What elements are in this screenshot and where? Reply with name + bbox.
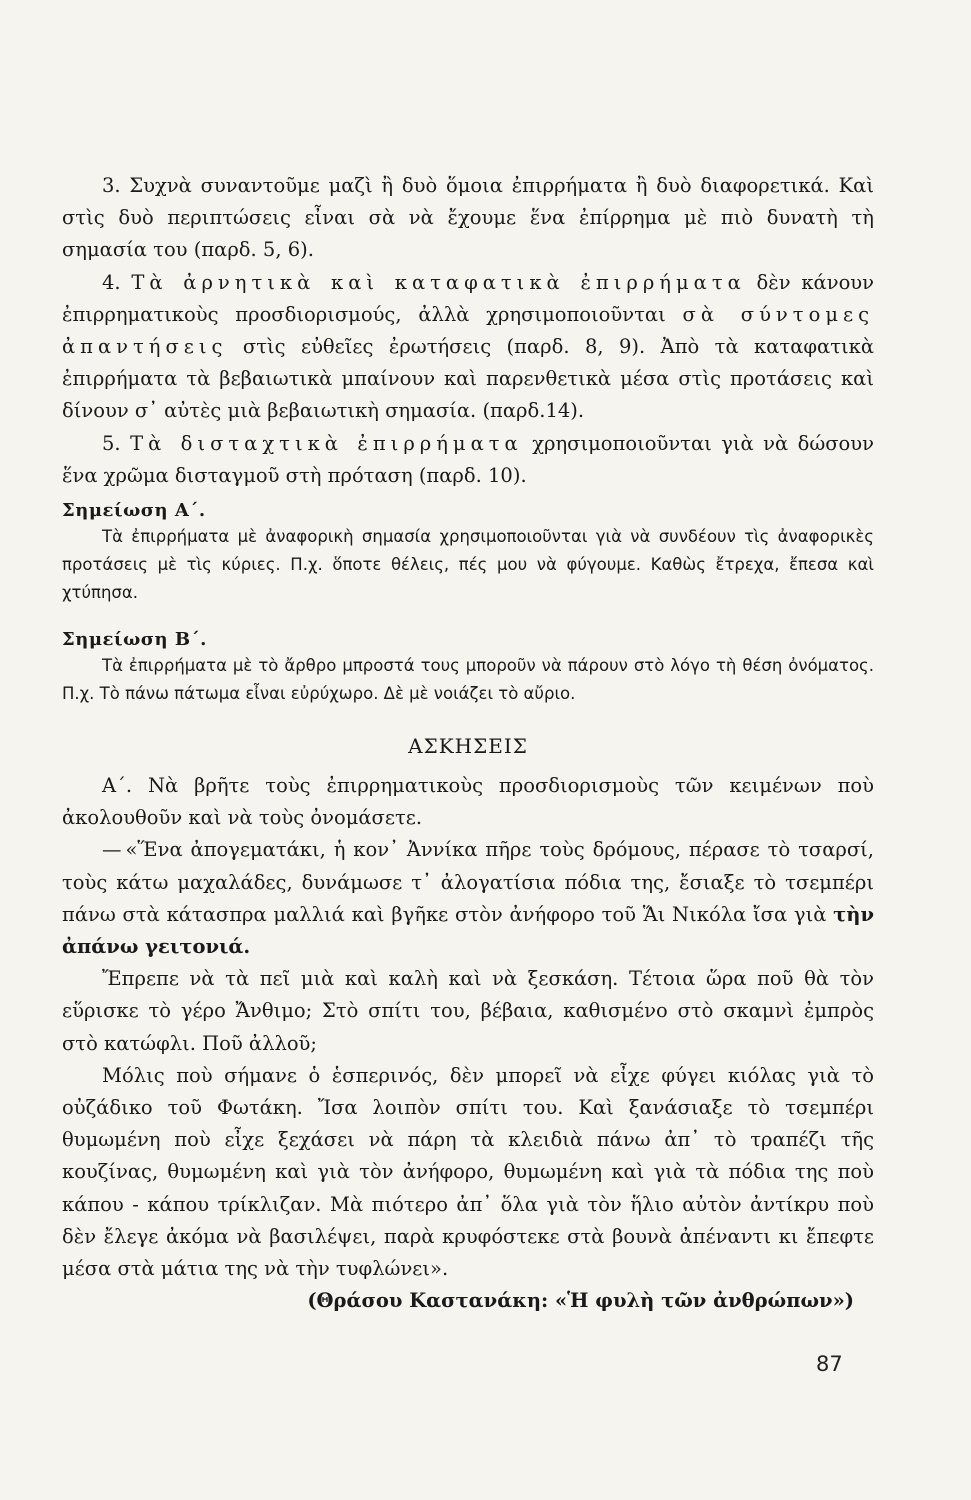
paragraph-4-mid: δὲν κάνουν ἐπιρρηματικοὺς προσδιορισμούς, ἀλλὰ χρησιμοποιοῦνται [62, 270, 875, 326]
exercise-a-intro: Α΄. Νὰ βρῆτε τοὺς ἐπιρρηματικοὺς προσδιορισμοὺς τῶν κειμένων ποὺ ἀκολουθοῦν καὶ νὰ τοὺς ὀνομάσετε. [62, 774, 874, 830]
exercises-title: ΑΣΚΗΣΕΙΣ [408, 734, 528, 759]
quote-paragraph-1-text: «Ἕνα ἀπογεματάκι, ἡ κον᾽ Ἀννίκα πῆρε τοὺς δρόμους, πέρασε τὸ τσαρσί, τοὺς κάτω μαχαλάδες, δυνάμωσε τ᾽ ἀλογατίσια πόδια της, ἔσιαξε τὸ τσεμπέρι πάνω στὰ κάτασπρα μαλλιά καὶ βγῆκε στὸν ἀνήφορο τοῦ Ἅι Νικόλα ἴσα γιὰ [62, 838, 874, 926]
quote-paragraph-1 [62, 834, 874, 963]
quote-attribution: (Θράσου Καστανάκη: «Ἡ φυλὴ τῶν ἀνθρώπων») [307, 1289, 854, 1313]
paragraph-4-number: 4. [102, 270, 121, 294]
note-a-text: Τὰ ἐπιρρήματα μὲ ἀναφορικὴ σημασία χρησιμοποιοῦνται γιὰ νὰ συνδέουν τὶς ἀναφορικὲς προτάσεις μὲ τὶς κύριες. Π.χ. ὅποτε θέλεις, πές μου νὰ φύγουμε. Καθὼς ἔτρεχα, ἔπεσα καὶ χτύπησα. [62, 527, 874, 603]
paragraph-4-term: Τὰ ἀρνητικὰ καὶ καταφατικὰ ἐπιρρήματα [131, 270, 746, 294]
note-b-text: Τὰ ἐπιρρήματα μὲ τὸ ἄρθρο μπροστά τους μποροῦν νὰ πάρουν στὸ λόγο τὴ θέση ὀνόματος. Π.χ. Τὸ πάνω πάτωμα εἶναι εὐρύχωρο. Δὲ μὲ νοιάζει τὸ αὔριο. [62, 656, 874, 704]
dash-mark: — [102, 838, 122, 862]
paragraph-5-number: 5. [102, 431, 121, 455]
quote-paragraph-1-bold: τὴν ἀπάνω γειτονιά. [62, 902, 874, 959]
paragraph-4-term2: σὰ σύντομες ἀπαντήσεις [62, 302, 875, 359]
paragraph-5 [62, 428, 874, 492]
quote-paragraph-2: Ἔπρεπε νὰ τὰ πεῖ μιὰ καὶ καλὴ καὶ νὰ ξεσκάση. Τέτοια ὥρα ποῦ θὰ τὸν εὕρισκε τὸ γέρο Ἄνθιμο; Στὸ σπίτι του, βέβαια, καθισμένο στὸ σκαμνὶ ἐμπρὸς στὸ κατώφλι. Ποῦ ἀλλοῦ; [62, 967, 874, 1055]
paragraph-4-rest: στὶς εὐθεῖες ἐρωτήσεις (παρδ. 8, 9). Ἀπὸ τὰ καταφατικὰ ἐπιρρήματα τὰ βεβαιωτικὰ μπαίνουν καὶ παρενθετικὰ μέσα στὶς προτάσεις καὶ δίνουν σ᾽ αὐτὲς μιὰ βεβαιωτικὴ σημασία. (παρδ.14). [62, 335, 874, 423]
page-content [62, 170, 874, 1317]
quote-paragraph-3: Μόλις ποὺ σήμανε ὁ ἑσπερινός, δὲν μπορεῖ νὰ εἶχε φύγει κιόλας γιὰ τὸ οὐζάδικο τοῦ Φωτάκη. Ἴσα λοιπὸν σπίτι του. Καὶ ξανάσιαξε τὸ τσεμπέρι θυμωμένη ποὺ εἶχε ξεχάσει νὰ πάρη τὰ κλειδιὰ πάνω ἀπ᾽ τὸ τραπέζι τῆς κουζίνας, θυμωμένη καὶ γιὰ τὸν ἀνήφορο, θυμωμένη καὶ γιὰ τὰ πόδια της ποὺ κάπου - κάπου τρίκλιζαν. Μὰ πιότερο ἀπ᾽ ὅλα γιὰ τὸν ἥλιο αὐτὸν ἀντίκρυ ποὺ δὲν ἔλεγε ἀκόμα νὰ βασιλέψει, παρὰ κρυφόστεκε στὰ βουνὰ ἀπέναντι κι ἔπεφτε μέσα στὰ μάτια της νὰ τὴν τυφλώνει». [62, 1063, 874, 1281]
paragraph-3: 3. Συχνὰ συναντοῦμε μαζὶ ἢ δυὸ ὅμοια ἐπιρρήματα ἢ δυὸ διαφορετικά. Καὶ στὶς δυὸ περιπτώσεις εἶναι σὰ νὰ ἔχουμε ἕνα ἐπίρρημα μὲ πιὸ δυνατὴ τὴ σημασία του (παρδ. 5, 6). [62, 174, 874, 262]
paragraph-5-rest: χρησιμοποιοῦνται γιὰ νὰ δώσουν ἕνα χρῶμα δισταγμοῦ στὴ πρόταση (παρδ. 10). [62, 431, 875, 487]
paragraph-4 [62, 267, 874, 428]
paragraph-5-term: Τὰ δισταχτικὰ ἐπιρρήματα [130, 431, 523, 455]
note-a-heading: Σημείωση Α΄. [62, 500, 206, 522]
page-number: 87 [816, 1352, 843, 1376]
note-b-heading: Σημείωση Β΄. [62, 629, 207, 651]
